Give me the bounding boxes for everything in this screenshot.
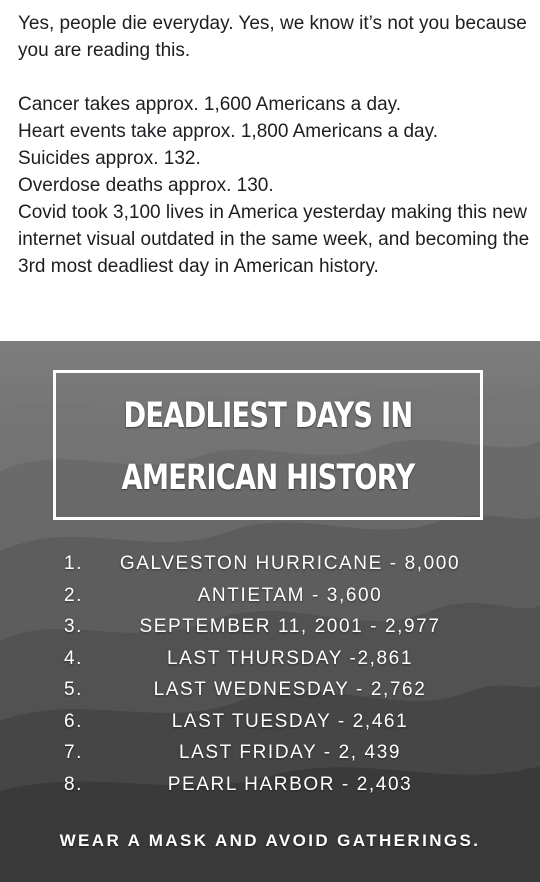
post-text <box>18 10 530 280</box>
list-item <box>0 770 540 802</box>
post-line-suicides: Suicides approx. 132. <box>18 148 201 169</box>
paragraph-gap <box>18 64 530 91</box>
list-item-number: 4. <box>64 647 84 669</box>
title-line-2: AMERICAN HISTORY <box>121 458 415 498</box>
list-item-number: 2. <box>64 584 84 606</box>
post-line-overdose: Overdose deaths approx. 130. <box>18 175 274 196</box>
list-item <box>0 612 540 644</box>
list-item-number: 3. <box>64 616 84 637</box>
post-line-cancer: Cancer takes approx. 1,600 Americans a day. <box>18 94 402 115</box>
list-item <box>0 738 540 770</box>
list-item-text: GALVESTON HURRICANE - 8,000 <box>119 553 461 574</box>
list-item <box>0 675 540 707</box>
list-item-text: LAST THURSDAY -2,861 <box>166 647 414 669</box>
footer-slogan: WEAR A MASK AND AVOID GATHERINGS. <box>59 831 481 850</box>
list-item-text: LAST TUESDAY - 2,461 <box>171 710 409 732</box>
list-item <box>0 549 540 581</box>
post-line-covid: Covid took 3,100 lives in America yesterday making this new internet visual outdated in the same week, and becoming the 3rd most deadliest day in American history. <box>18 202 530 277</box>
title-line-1: DEADLIEST DAYS IN <box>123 396 413 436</box>
post-paragraph-intro: Yes, people die everyday. Yes, we know it’s not you because you are reading this. <box>18 13 527 61</box>
list-item-number: 7. <box>64 742 84 763</box>
list-item-number: 8. <box>64 773 84 795</box>
list-item-number: 5. <box>64 679 84 700</box>
list-item-text: LAST WEDNESDAY - 2,762 <box>153 679 427 700</box>
list-item <box>0 581 540 613</box>
list-item-text: PEARL HARBOR - 2,403 <box>167 773 413 795</box>
post-line-heart: Heart events take approx. 1,800 Americans a day. <box>18 121 438 142</box>
list-item-text: SEPTEMBER 11, 2001 - 2,977 <box>139 616 441 637</box>
list-item-text: LAST FRIDAY - 2, 439 <box>178 742 402 763</box>
deadliest-days-list <box>0 549 540 801</box>
list-item-text: ANTIETAM - 3,600 <box>197 584 383 606</box>
list-item <box>0 644 540 676</box>
list-item-number: 1. <box>64 553 84 574</box>
post-image[interactable] <box>0 341 540 882</box>
title-box <box>53 370 483 520</box>
list-item <box>0 707 540 739</box>
list-item-number: 6. <box>64 710 84 732</box>
